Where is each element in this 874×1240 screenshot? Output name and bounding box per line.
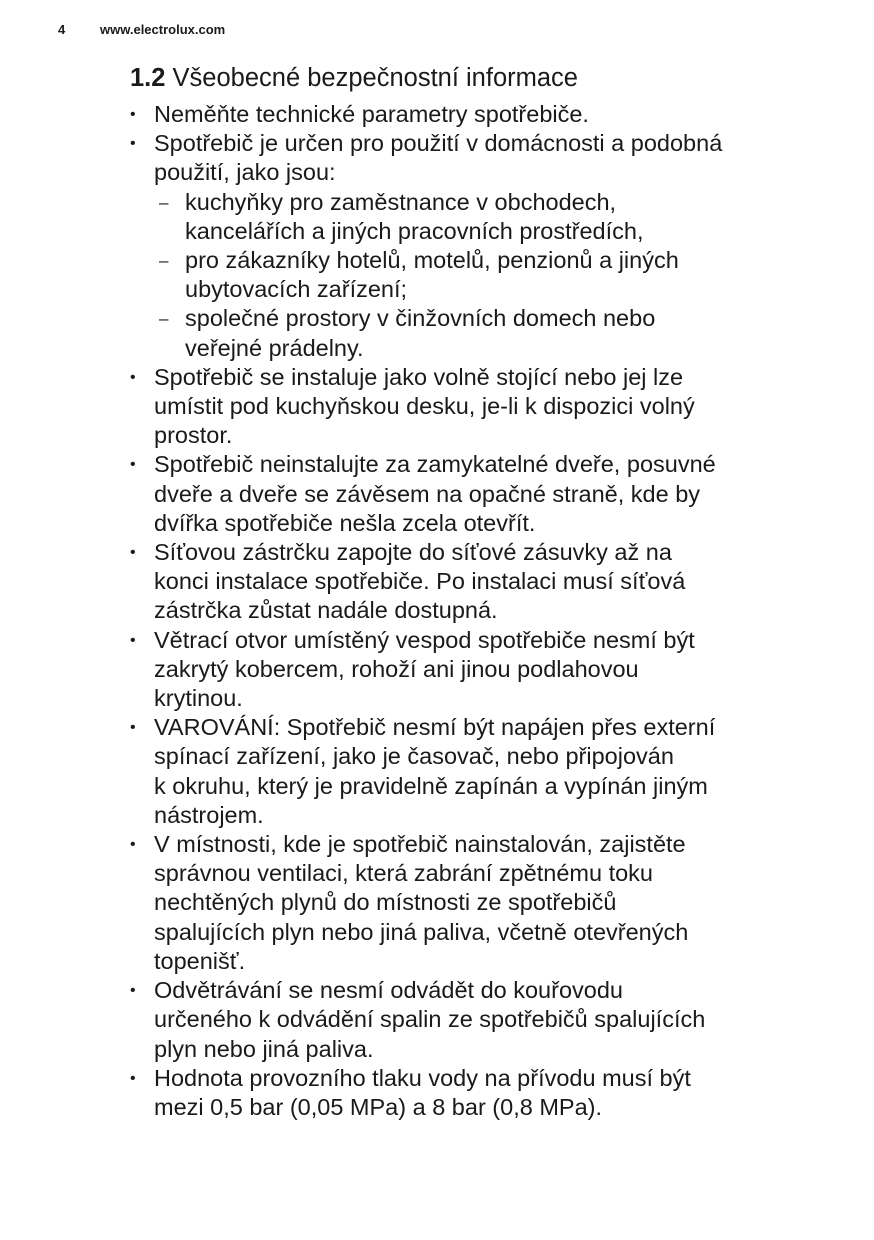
bullet-item <box>130 830 830 976</box>
bullet-dot-icon: • <box>130 836 136 854</box>
bullet-text-line: VAROVÁNÍ: Spotřebič nesmí být napájen přes externí <box>154 714 716 741</box>
bullet-dot-icon: • <box>130 135 136 153</box>
bullet-dot-icon: • <box>130 631 136 649</box>
bullet-dot-icon: • <box>130 368 136 386</box>
sub-list-item <box>154 246 830 304</box>
bullet-item <box>130 363 830 451</box>
dash-icon: – <box>159 192 169 212</box>
bullet-text-line: dvířka spotřebiče nešla zcela otevřít. <box>154 509 536 536</box>
dash-icon: – <box>159 309 169 329</box>
page-number: 4 <box>58 22 66 37</box>
bullet-dot-icon: • <box>130 1069 136 1087</box>
bullet-text-line: správnou ventilaci, která zabrání zpětnému toku <box>154 860 653 887</box>
bullet-item <box>130 1064 830 1122</box>
bullet-text-line: krytinou. <box>154 685 243 712</box>
bullet-text-line: mezi 0,5 bar (0,05 MPa) a 8 bar (0,8 MPa). <box>154 1093 602 1120</box>
section-number: 1.2 <box>130 64 166 92</box>
bullet-text-line: dveře a dveře se závěsem na opačné straně, kde by <box>154 480 701 507</box>
bullet-dot-icon: • <box>130 982 136 1000</box>
bullet-text-line: Spotřebič se instaluje jako volně stojící nebo jej lze <box>154 363 684 390</box>
dash-icon: – <box>159 251 169 271</box>
bullet-text-line: Větrací otvor umístěný vespod spotřebiče nesmí být <box>154 626 695 653</box>
bullet-text-line: V místnosti, kde je spotřebič nainstalován, zajistěte <box>154 831 686 858</box>
safety-bullet-list <box>130 100 830 1122</box>
bullet-text-line: topenišť. <box>154 947 246 974</box>
sub-list-item <box>154 188 830 246</box>
bullet-text-line: prostor. <box>154 422 233 449</box>
sub-list-item <box>154 304 830 362</box>
bullet-item <box>130 976 830 1064</box>
section-title-text: Všeobecné bezpečnostní informace <box>172 64 578 92</box>
bullet-text-line: spalujících plyn nebo jiná paliva, včetně otevřených <box>154 918 689 945</box>
bullet-item <box>130 626 830 714</box>
bullet-text-line: zástrčka zůstat nadále dostupná. <box>154 597 498 624</box>
bullet-text-line: nástrojem. <box>154 801 264 828</box>
sub-item-text-line: kuchyňky pro zaměstnance v obchodech, <box>185 188 617 215</box>
page-header <box>58 22 225 37</box>
bullet-text-line: spínací zařízení, jako je časovač, nebo připojován <box>154 743 674 770</box>
bullet-item <box>130 100 830 129</box>
sub-item-text-line: ubytovacích zařízení; <box>185 276 408 303</box>
bullet-item <box>130 713 830 830</box>
bullet-item <box>130 129 830 363</box>
bullet-text-line: plyn nebo jiná paliva. <box>154 1035 374 1062</box>
bullet-dot-icon: • <box>130 544 136 562</box>
bullet-dot-icon: • <box>130 106 136 123</box>
bullet-text-line: Odvětrávání se nesmí odvádět do kouřovodu <box>154 977 623 1004</box>
bullet-dot-icon: • <box>130 719 136 737</box>
bullet-text-line: použití, jako jsou: <box>154 159 336 186</box>
bullet-item <box>130 450 830 538</box>
bullet-text-line: konci instalace spotřebiče. Po instalaci musí síťová <box>154 568 686 595</box>
bullet-text-line: Spotřebič je určen pro použití v domácnosti a podobná <box>154 130 723 157</box>
bullet-dot-icon: • <box>130 456 136 474</box>
bullet-item <box>130 538 830 626</box>
section-title <box>130 60 830 96</box>
website-url: www.electrolux.com <box>100 22 226 37</box>
sub-list <box>154 188 830 363</box>
bullet-text-line: Spotřebič neinstalujte za zamykatelné dveře, posuvné <box>154 451 716 478</box>
bullet-text-line: umístit pod kuchyňskou desku, je-li k dispozici volný <box>154 393 695 420</box>
bullet-text-line: určeného k odvádění spalin ze spotřebičů spalujících <box>154 1006 706 1033</box>
bullet-text-line: k okruhu, který je pravidelně zapínán a vypínán jiným <box>154 772 708 799</box>
sub-item-text-line: veřejné prádelny. <box>185 334 364 361</box>
bullet-text-line: Neměňte technické parametry spotřebiče. <box>154 101 589 127</box>
bullet-text-line: zakrytý kobercem, rohoží ani jinou podlahovou <box>154 655 639 682</box>
page-content <box>130 60 830 1122</box>
sub-item-text-line: společné prostory v činžovních domech nebo <box>185 305 656 332</box>
bullet-text-line: Hodnota provozního tlaku vody na přívodu musí být <box>154 1064 691 1091</box>
bullet-text-line: nechtěných plynů do místnosti ze spotřebičů <box>154 889 617 916</box>
sub-item-text-line: kancelářích a jiných pracovních prostředích, <box>185 217 644 244</box>
sub-item-text-line: pro zákazníky hotelů, motelů, penzionů a jiných <box>185 247 679 274</box>
bullet-text-line: Síťovou zástrčku zapojte do síťové zásuvky až na <box>154 539 672 566</box>
